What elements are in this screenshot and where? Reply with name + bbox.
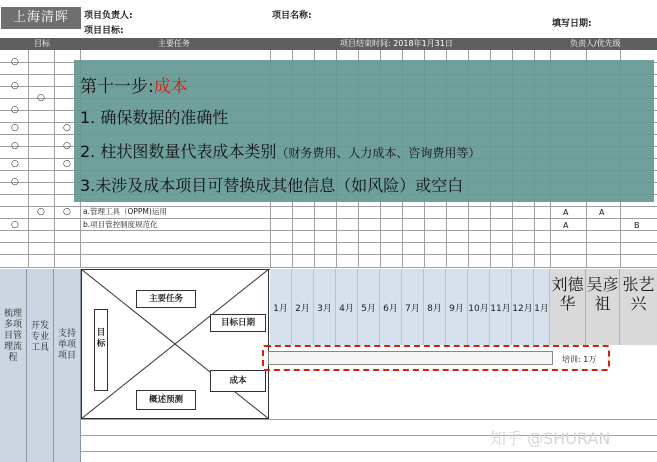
goal-circle: ○ [63,141,71,151]
left-column-2-text: 开发专业工具 [30,321,49,353]
overlay-line-2-note: （财务费用、人力成本、咨询费用等） [276,146,481,160]
goal-circle: ○ [11,57,19,67]
overlay-line-2 [80,139,480,162]
goal-circle: ○ [63,207,71,217]
end-time-header: 项目结束时间: 2018年1月31日 [340,39,453,48]
main-task-header: 主要任务 [158,39,190,48]
person-name: 吴彦祖 [586,275,619,313]
goal-box: 目标 [94,309,108,391]
step-label: 第十一步: [80,77,154,97]
goal-circle: ○ [11,220,19,230]
project-name-label: 项目名称: [272,11,312,21]
goal-circle: ○ [11,177,19,187]
goal-circle: ○ [11,141,19,151]
overlay-line-1: 1. 确保数据的准确性 [80,108,229,127]
priority-mark: B [634,221,640,230]
goal-circle: ○ [11,159,19,169]
overlay-title [80,72,188,97]
watermark: 知乎 @SHURAN [490,429,611,448]
priority-mark: A [563,208,569,217]
left-column-3-text: 支持单项项目 [57,329,76,361]
month-label: 11月 [490,304,511,314]
goal-circle: ○ [11,105,19,115]
month-label: 2月 [295,304,310,314]
person-name: 张艺兴 [622,275,655,313]
task-a: a.管理工具（OPPM)运用 [83,207,167,216]
left-column-3 [54,269,81,462]
cost-bar-label: 培训: 1万 [562,355,597,364]
owner-label: 项目负责人: [84,11,133,21]
month-label: 6月 [383,304,398,314]
company-logo: 上海清晖 [1,7,81,29]
goal-circle: ○ [11,123,19,133]
left-column-1-text: 梳理多项目管理流程 [3,309,22,363]
target-date-box: 目标日期 [210,314,266,332]
main-task-box: 主要任务 [136,290,196,308]
goal-circle: ○ [37,207,45,217]
month-label: 8月 [427,304,442,314]
cost-bar [268,351,553,365]
owner-priority-header: 负责人/优先级 [570,39,621,48]
instruction-overlay [74,60,654,202]
person-name: 刘德华 [551,275,584,313]
summary-box: 概述预测 [136,390,196,410]
month-label: 3月 [317,304,332,314]
month-label: 4月 [339,304,354,314]
target-label: 项目目标: [84,26,124,36]
overlay-line-2-main: 2. 柱状图数量代表成本类别 [80,142,277,161]
month-label: 12月 [512,304,533,314]
left-column-1 [0,269,27,462]
month-label: 5月 [361,304,376,314]
month-label: 1月 [273,304,288,314]
column-header-band [0,38,657,50]
priority-mark: A [563,221,569,230]
task-b: b.项目管控制度规范化 [83,220,158,229]
cost-box: 成本 [210,370,266,392]
left-column-2 [27,269,54,462]
fill-date-label: 填写日期: [552,19,592,29]
month-label: 10月 [468,304,489,314]
goal-header: 目标 [34,39,50,48]
goal-circle: ○ [37,93,45,103]
month-label: 1月 [534,304,549,314]
month-label: 7月 [405,304,420,314]
overlay-line-3: 3.未涉及成本项目可替换成其他信息（如风险）或空白 [80,176,464,195]
goal-circle: ○ [11,81,19,91]
goal-circle: ○ [63,159,71,169]
step-topic: 成本 [153,77,188,97]
month-label: 9月 [449,304,464,314]
priority-mark: A [599,208,605,217]
goal-circle: ○ [63,123,71,133]
